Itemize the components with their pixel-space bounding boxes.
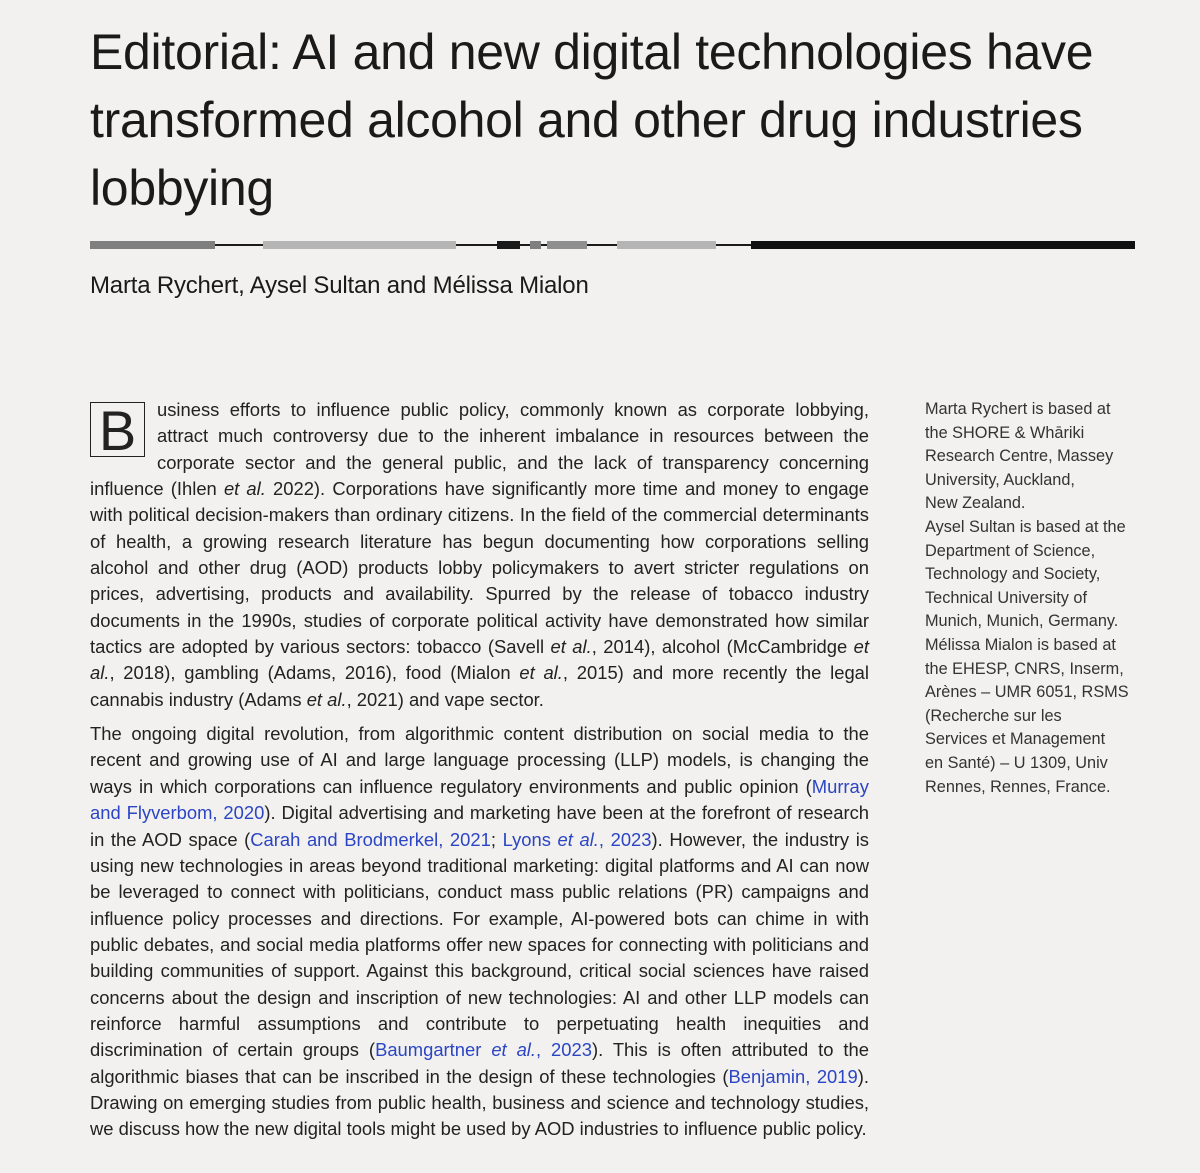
et-al: et al. [223, 478, 266, 500]
affiliation-line: Research Centre, Massey [925, 447, 1114, 466]
affiliation-line: the SHORE & Whāriki [925, 423, 1085, 442]
affiliation-line: Mélissa Mialon is based at [925, 635, 1116, 654]
paragraph-text: ). This is often attributed to the algorithmic biases that can be inscribed in the design of these technologies ( [90, 1039, 869, 1087]
paragraph-text: , 2018), gambling (Adams, 2016), food (Mialon [109, 662, 520, 684]
citation-link[interactable]: Baumgartner et al., 2023 [375, 1039, 592, 1061]
paragraph-text: ; [490, 828, 503, 850]
affiliation-line: the EHESP, CNRS, Inserm, [925, 659, 1124, 678]
citation-link[interactable]: Carah and Brodmerkel, 2021 [250, 828, 491, 850]
paragraph-text: usiness efforts to influence public policy, commonly known as corporate lobbying, attract much controversy due to the inherent imbalance in resources between the corporate sector and the general public, and the lack of transparency concerning influence (Ihlen [90, 399, 869, 500]
affiliation-line: Aysel Sultan is based at the [925, 517, 1126, 536]
affiliation-line: Marta Rychert is based at [925, 400, 1111, 418]
et-al: et al. [90, 636, 870, 684]
author-affiliations [925, 398, 1140, 799]
affiliation-line: New Zealand. [925, 494, 1026, 513]
citation-link[interactable]: Benjamin, 2019 [728, 1065, 858, 1087]
paragraph-text: , 2015) and more recently the legal cannabis industry (Adams [90, 662, 869, 710]
et-al: et al. [519, 662, 563, 684]
paragraph-1 [90, 397, 869, 713]
affiliation-line: (Recherche sur les [925, 706, 1062, 725]
paragraph-text: , 2014), alcohol (McCambridge [591, 636, 854, 658]
article-title: Editorial: AI and new digital technologies have transformed alcohol and other drug industries lobbying [90, 24, 1094, 216]
paragraph-text: ). Digital advertising and marketing have been at the forefront of research in the AOD space ( [90, 802, 869, 850]
et-al: et al. [550, 636, 592, 658]
affiliation-line: Department of Science, [925, 541, 1096, 560]
affiliation-line: Arènes – UMR 6051, RSMS [925, 683, 1129, 702]
paragraph-text: ). However, the industry is using new technologies in areas beyond traditional marketing: digital platforms and AI can now be leveraged to connect with politicians, conduct mass public relations (PR) campaigns and influence policy processes and directions. For example, AI-powered bots can chime in with public debates, and social media platforms offer new spaces for connecting with politicians and building communities of support. Against this background, critical social sciences have raised concerns about the design and inscription of new technologies: AI and other LLP models can reinforce harmful assumptions and contribute to perpetuating health inequities and discrimination of certain groups ( [90, 828, 869, 1061]
article-body [90, 397, 869, 1143]
paragraph-text: 2022). Corporations have significantly more time and money to engage with political decision-makers than ordinary citizens. In the field of the commercial determinants of health, a growing research literature has begun documenting how corporations selling alcohol and other drug (AOD) products lobby policymakers to avert stricter regulations on prices, advertising, products and availability. Spurred by the release of tobacco industry documents in the 1990s, studies of corporate political activity have demonstrated how similar tactics are adopted by various sectors: tobacco (Savell [90, 478, 870, 658]
affiliation-line: Technical University of [925, 588, 1087, 607]
affiliation-line: Technology and Society, [925, 565, 1101, 584]
drop-cap: B [90, 402, 145, 457]
citation-link[interactable]: Murray and Flyverbom, 2020 [90, 775, 869, 824]
citation-link[interactable]: Lyons et al., 2023 [502, 828, 652, 850]
author-line: Marta Rychert, Aysel Sultan and Mélissa Mialon [90, 272, 589, 299]
paragraph-text: The ongoing digital revolution, from algorithmic content distribution on social media to the recent and growing use of AI and large language processing (LLP) models, is changing the ways in which corporations can influence regulatory environments and public opinion ( [90, 723, 869, 797]
paragraph-2 [90, 721, 869, 1143]
affiliation-line: University, Auckland, [925, 470, 1075, 489]
et-al: et al. [306, 688, 347, 710]
decorative-rule [90, 240, 1135, 250]
affiliation-line: Rennes, Rennes, France. [925, 777, 1111, 796]
affiliation-line: Services et Management [925, 730, 1106, 749]
paragraph-text: , 2021) and vape sector. [346, 688, 544, 710]
paragraph-text: ). Drawing on emerging studies from public health, business and science and technology studies, we discuss how the new digital tools might be used by AOD industries to influence public policy. [90, 1065, 869, 1140]
affiliation-line: Munich, Munich, Germany. [925, 612, 1119, 631]
affiliation-line: en Santé) – U 1309, Univ [925, 753, 1108, 772]
